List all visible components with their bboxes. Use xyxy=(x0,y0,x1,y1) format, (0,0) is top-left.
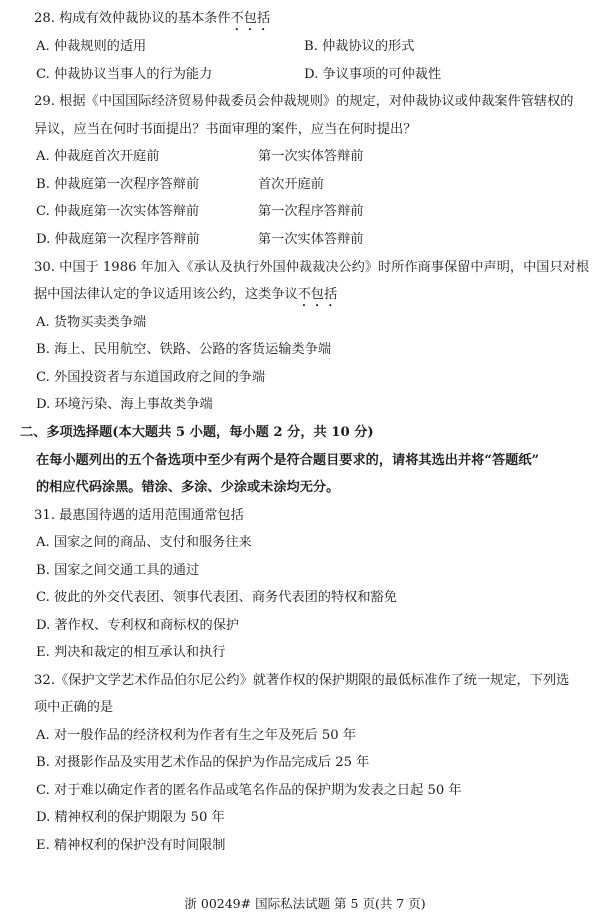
q31-stem: 31. 最惠国待遇的适用范围通常包括 xyxy=(34,508,244,523)
q28-stem-emphasis: 不包括 xyxy=(230,11,271,26)
q29-stem-line1: 29. 根据《中国国际经济贸易仲裁委员会仲裁规则》的规定，对仲裁协议或仲裁案件管辖权的 xyxy=(34,94,574,109)
q32-option-e: E. 精神权利的保护没有时间限制 xyxy=(36,838,226,853)
q32-option-b: B. 对摄影作品及实用艺术作品的保护为作品完成后 25 年 xyxy=(36,755,370,770)
q32-option-d: D. 精神权利的保护期限为 50 年 xyxy=(36,810,225,825)
q28-option-d: D. 争议事项的可仲裁性 xyxy=(304,67,442,82)
q28-option-b: B. 仲裁协议的形式 xyxy=(304,39,415,54)
q30-option-a: A. 货物买卖类争端 xyxy=(36,315,147,330)
q29-option-b-left: B. 仲裁庭第一次程序答辩前 xyxy=(36,177,200,192)
q31-option-c: C. 彼此的外交代表团、领事代表团、商务代表团的特权和豁免 xyxy=(36,590,397,605)
q30-option-c: C. 外国投资者与东道国政府之间的争端 xyxy=(36,370,266,385)
page-footer: 浙 00249# 国际私法试题 第 5 页(共 7 页) xyxy=(184,896,426,911)
q30-stem-line2-text: 据中国法律认定的争议适用该公约，这类争议 xyxy=(34,287,298,302)
q31-option-d: D. 著作权、专利权和商标权的保护 xyxy=(36,618,240,633)
q28-options-row1 xyxy=(36,38,146,56)
q31-option-b: B. 国家之间交通工具的通过 xyxy=(36,563,200,578)
q28-stem xyxy=(34,10,270,34)
q29-stem-line2: 异议，应当在何时书面提出？书面审理的案件，应当在何时提出？ xyxy=(34,122,417,137)
q32-option-c: C. 对于难以确定作者的匿名作品或笔名作品的保护期为发表之日起 50 年 xyxy=(36,783,462,798)
q29-option-c-right: 第一次程序答辩前 xyxy=(258,204,364,219)
q31-option-a: A. 国家之间的商品、支付和服务往来 xyxy=(36,535,252,550)
q32-stem-line2: 项中正确的是 xyxy=(34,700,114,715)
q32-stem-line1: 32.《保护文学艺术作品伯尔尼公约》就著作权的保护期限的最低标准作了统一规定，下列选 xyxy=(34,673,570,688)
q30-option-b: B. 海上、民用航空、铁路、公路的客货运输类争端 xyxy=(36,342,332,357)
q30-stem-line2 xyxy=(34,286,337,310)
q29-option-c-left: C. 仲裁庭第一次实体答辩前 xyxy=(36,204,200,219)
section2-instructions-line2: 的相应代码涂黑。错涂、多涂、少涂或未涂均无分。 xyxy=(36,480,340,495)
section2-instructions-line1: 在每小题列出的五个备选项中至少有两个是符合题目要求的，请将其选出并将“答题纸” xyxy=(36,453,540,468)
q28-stem-text: 28. 构成有效仲裁协议的基本条件 xyxy=(34,11,231,26)
q30-option-d: D. 环境污染、海上事故类争端 xyxy=(36,397,213,412)
q30-stem-emphasis: 不包括 xyxy=(297,287,338,302)
q29-option-d-left: D. 仲裁庭第一次程序答辩前 xyxy=(36,232,200,247)
section2-heading: 二、多项选择题(本大题共 5 小题，每小题 2 分，共 10 分) xyxy=(20,425,374,440)
q28-option-a: A. 仲裁规则的适用 xyxy=(36,39,147,54)
q29-option-d-right: 第一次实体答辩前 xyxy=(258,232,364,247)
q30-stem-line1: 30. 中国于 1986 年加入《承认及执行外国仲裁裁决公约》时所作商事保留中声明，中国只对根 xyxy=(34,260,590,275)
q31-option-e: E. 判决和裁定的相互承认和执行 xyxy=(36,645,226,660)
q32-option-a: A. 对一般作品的经济权利为作者有生之年及死后 50 年 xyxy=(36,728,357,743)
q29-option-a-right: 第一次实体答辩前 xyxy=(258,149,364,164)
q29-option-a-left: A. 仲裁庭首次开庭前 xyxy=(36,149,160,164)
q28-option-c: C. 仲裁协议当事人的行为能力 xyxy=(36,67,213,82)
q29-option-b-right: 首次开庭前 xyxy=(258,177,324,192)
